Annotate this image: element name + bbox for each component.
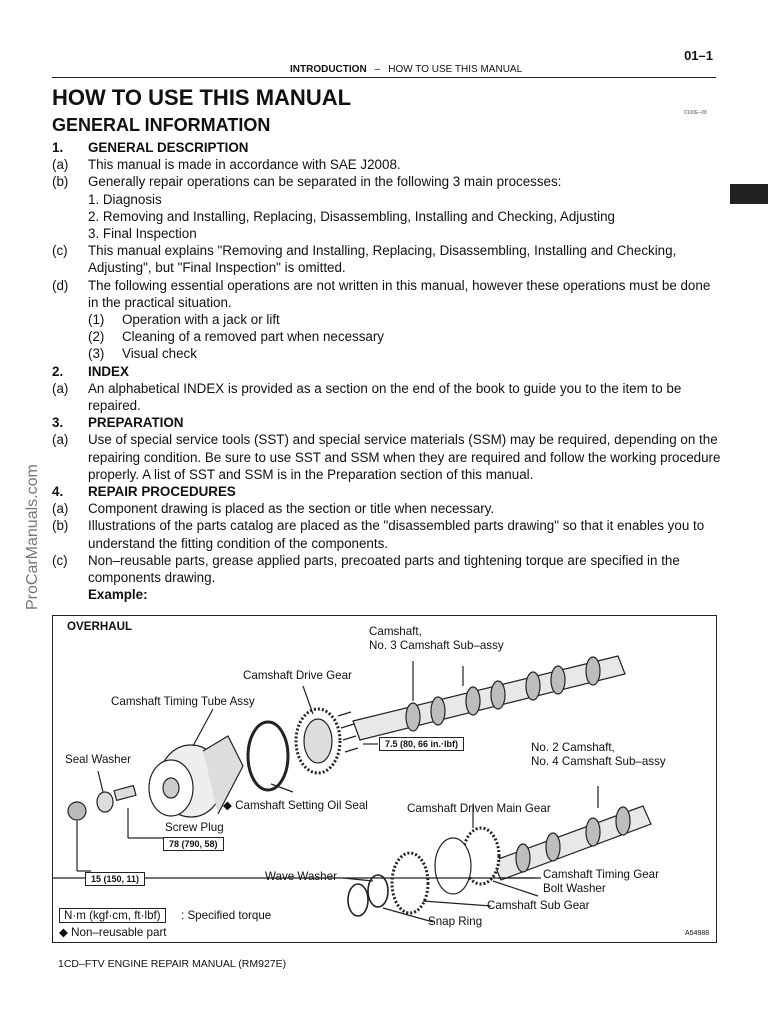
driven-gear-label: Camshaft Driven Main Gear (407, 802, 551, 815)
snap-ring-label: Snap Ring (428, 915, 483, 928)
line-marker: 2. (52, 363, 64, 379)
line-text: GENERAL DESCRIPTION (88, 140, 249, 155)
line-marker: (b) (52, 174, 69, 190)
line-marker: (d) (52, 277, 69, 293)
line-text: Component drawing is placed as the section or title when necessary. (88, 501, 495, 517)
no4-camshaft-label: No. 4 Camshaft Sub–assy (531, 755, 666, 768)
line-text: This manual explains "Removing and Installing, Replacing, Disassembling, Installing and Checking, Adjusting", but "Final Inspection" is omitted. (88, 243, 677, 276)
line-text: PREPARATION (88, 415, 184, 431)
line-text: Use of special service tools (SST) and special service materials (SSM) may be required, depending on the repairing condition. Be sure to use SST and SSM when they are required and follow the working procedure properly. A list of SST and SSM is in the Preparation section of this manual. (88, 432, 721, 482)
page-subtitle: GENERAL INFORMATION (52, 115, 271, 135)
line-marker: (c) (52, 243, 68, 259)
oil-seal-label: ◆ Camshaft Setting Oil Seal (223, 799, 368, 812)
line-text: INDEX (88, 363, 129, 379)
drive-gear-label: Camshaft Drive Gear (243, 669, 352, 682)
legend-torque-unit-box: N·m (kgf·cm, ft·lbf) (59, 908, 166, 923)
no3-camshaft-label: No. 3 Camshaft Sub–assy (369, 639, 504, 652)
instruction-line (52, 328, 722, 345)
legend-torque-label: : Specified torque (181, 909, 272, 922)
line-marker: (a) (52, 501, 69, 517)
instruction-line (52, 380, 722, 414)
timing-tube-label: Camshaft Timing Tube Assy (111, 695, 255, 708)
section-heading (52, 483, 722, 500)
instruction-line (52, 225, 722, 242)
header-rule (52, 77, 716, 78)
sub-gear-label: Camshaft Sub Gear (487, 899, 590, 912)
section-heading (52, 363, 722, 380)
instruction-line (52, 431, 722, 483)
instruction-line (52, 345, 722, 362)
page-number: 01–1 (684, 48, 713, 63)
section-heading (52, 139, 722, 156)
instruction-line (52, 208, 722, 225)
side-watermark (22, 432, 42, 612)
screw-plug-label: Screw Plug (165, 821, 224, 834)
torque-plug-box: 78 (790, 58) (163, 837, 224, 851)
instruction-line (52, 277, 722, 311)
side-watermark-text: ProCarManuals.com (24, 464, 41, 610)
section-tab-marker (730, 184, 768, 204)
instruction-line (52, 586, 722, 603)
line-text: Operation with a jack or lift (122, 312, 280, 328)
line-text: 1. Diagnosis (88, 191, 162, 207)
line-text: Generally repair operations can be separated in the following 3 main processes: (88, 174, 562, 190)
line-text: The following essential operations are not written in this manual, however these operations must be done in the practical situation. (88, 277, 711, 310)
image-code: 0100E–08 (684, 110, 707, 116)
instruction-line (52, 517, 722, 551)
breadcrumb (290, 64, 522, 75)
camshaft-label: Camshaft, (369, 625, 422, 638)
example-figure (52, 615, 717, 943)
overhaul-label: OVERHAUL (67, 620, 133, 633)
breadcrumb-section: INTRODUCTION (290, 64, 367, 75)
seal-washer-label: Seal Washer (65, 753, 131, 766)
instruction-line (52, 173, 722, 190)
line-text: Illustrations of the parts catalog are placed as the "disassembled parts drawing" so that it enables you to understand the fitting condition of the components. (88, 518, 705, 551)
page-title: HOW TO USE THIS MANUAL (52, 85, 352, 110)
figure-code: A54988 (685, 930, 710, 937)
line-text: Visual check (122, 346, 197, 362)
legend-nonreusable-label: ◆ Non–reusable part (59, 926, 167, 939)
line-text: This manual is made in accordance with SAE J2008. (88, 157, 401, 173)
line-marker: 4. (52, 484, 64, 500)
line-text: REPAIR PROCEDURES (88, 484, 236, 500)
breadcrumb-separator: – (374, 64, 381, 75)
instructions-body (52, 139, 722, 603)
line-marker: (1) (88, 312, 105, 328)
line-marker: (c) (52, 552, 68, 568)
instruction-line (52, 156, 722, 173)
instruction-line (52, 311, 722, 328)
instruction-line (52, 191, 722, 208)
line-marker: (2) (88, 329, 105, 345)
wave-washer-label: Wave Washer (265, 870, 337, 883)
line-text: Non–reusable parts, grease applied parts, precoated parts and tightening torque are specified in the components drawing. (88, 552, 680, 586)
line-marker: (a) (52, 157, 69, 173)
line-text: Cleaning of a removed part when necessary (122, 329, 385, 345)
camshaft-exploded-drawing (53, 616, 716, 942)
line-marker: (a) (52, 380, 69, 396)
line-marker: (3) (88, 346, 105, 362)
instruction-line (52, 552, 722, 586)
instruction-line (52, 500, 722, 517)
bolt-washer-label: Bolt Washer (543, 882, 606, 895)
no2-camshaft-label: No. 2 Camshaft, (531, 741, 615, 754)
line-marker: (b) (52, 518, 69, 534)
torque-bolts-box: 7.5 (80, 66 in.·lbf) (379, 737, 464, 751)
line-text: 2. Removing and Installing, Replacing, Disassembling, Installing and Checking, Adjusting (88, 208, 615, 224)
section-heading (52, 414, 722, 431)
line-text: Example: (88, 587, 148, 603)
timing-gear-label: Camshaft Timing Gear (543, 868, 659, 881)
line-marker: 3. (52, 415, 64, 431)
line-text: An alphabetical INDEX is provided as a section on the end of the book to guide you to the item to be repaired. (88, 380, 682, 414)
line-text: 3. Final Inspection (88, 226, 197, 242)
line-marker: (a) (52, 432, 69, 448)
instruction-line (52, 242, 722, 276)
line-marker: 1. (52, 140, 64, 155)
breadcrumb-topic: HOW TO USE THIS MANUAL (388, 64, 523, 75)
footer-manual-id: 1CD–FTV ENGINE REPAIR MANUAL (RM927E) (58, 958, 287, 970)
torque-main-box: 15 (150, 11) (85, 872, 145, 886)
